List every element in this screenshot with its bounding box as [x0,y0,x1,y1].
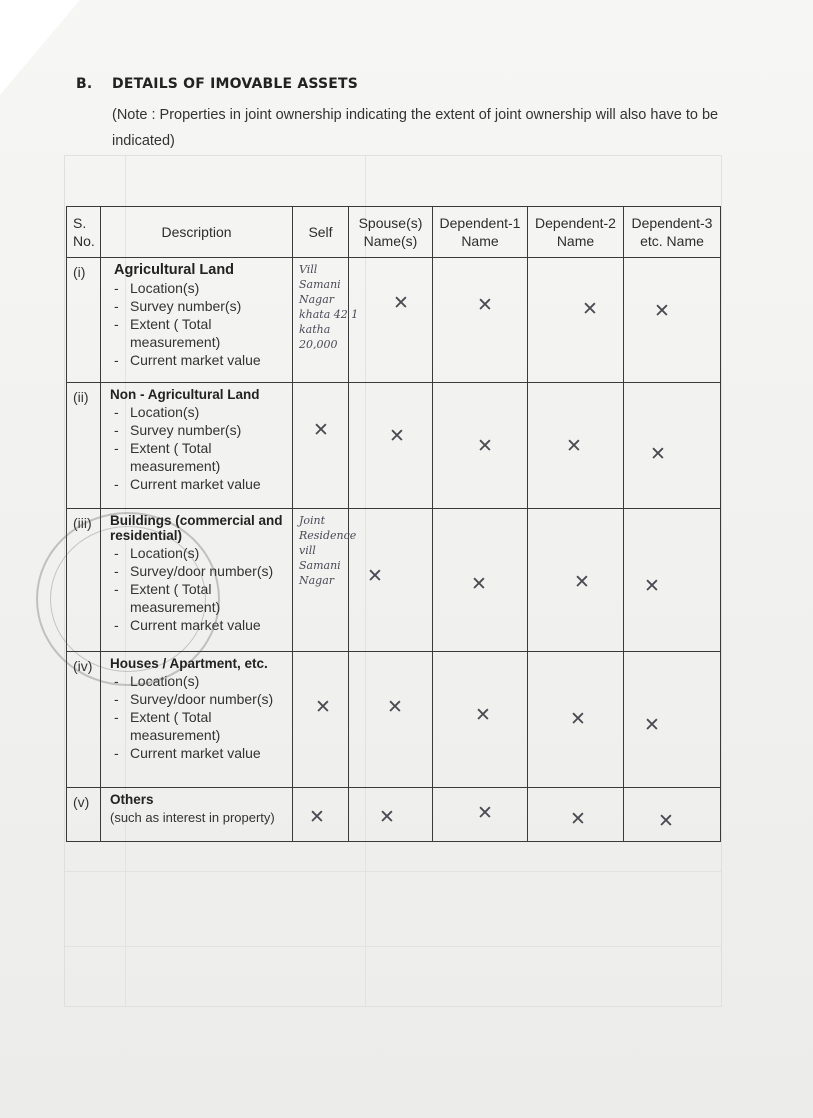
field-item: - Extent ( Total measurement) [112,315,288,351]
header-self: Self [293,207,349,258]
field-item: - Survey/door number(s) [112,690,288,708]
header-dependent-1: Dependent-1 Name [433,207,528,258]
row-subtitle: (such as interest in property) [110,810,275,825]
table-row [67,383,721,509]
section-note: (Note : Properties in joint ownership indicating the extent of joint ownership will also have to be indicated) [112,107,719,149]
cross-mark: ✕ [644,714,660,736]
spouse-cell [349,383,433,509]
dependent-3-cell [624,652,721,788]
cross-mark: ✕ [570,808,586,830]
row-title: Non - Agricultural Land [110,387,260,402]
field-item: - Location(s) [112,403,288,421]
self-cell [293,509,357,652]
cross-mark: ✕ [644,575,660,597]
cross-mark: ✕ [566,435,582,457]
cross-mark: ✕ [477,294,493,316]
dependent-2-cell [528,788,624,842]
row-sno: (iv) [67,652,101,788]
field-list [108,279,288,369]
header-description: Description [101,207,293,258]
dependent-1-cell [433,383,528,509]
cross-mark: ✕ [389,425,405,447]
cross-mark: ✕ [574,571,590,593]
dependent-2-cell [528,509,624,652]
row-sno: (i) [67,258,101,383]
dependent-1-cell [433,788,528,842]
row-description [101,258,293,383]
dependent-1-cell [433,258,528,383]
cross-mark: ✕ [367,565,383,587]
dependent-3-cell [624,509,721,652]
row-sno: (ii) [67,383,101,509]
cross-mark: ✕ [582,298,598,320]
field-item: - Survey number(s) [112,421,288,439]
field-item: - Current market value [112,351,288,369]
header-dependent-2: Dependent-2 Name [528,207,624,258]
handwritten-entry: Joint Residence vill Samani Nagar [299,514,357,587]
dependent-2-cell [528,383,624,509]
field-item: - Current market value [112,616,288,634]
self-cell [293,788,349,842]
cross-mark: ✕ [379,806,395,828]
cross-mark: ✕ [313,419,329,441]
row-title: Agricultural Land [114,262,235,278]
header-dependent-3: Dependent-3 etc. Name [624,207,721,258]
cross-mark: ✕ [570,708,586,730]
table-row [67,788,721,842]
official-seal-stamp [36,512,220,686]
cross-mark: ✕ [658,810,674,832]
dependent-3-cell [624,788,721,842]
row-description [101,788,293,842]
field-item: - Location(s) [112,279,288,297]
dependent-1-cell [433,652,528,788]
field-item: - Location(s) [112,672,288,690]
row-title: Buildings (commercial and residential) [110,513,283,543]
spouse-cell [349,258,433,383]
field-item: - Extent ( Total measurement) [112,708,288,744]
handwritten-entry: Vill Samani Nagar khata 42 1 katha 20,000 [299,263,359,351]
dependent-3-cell [624,383,721,509]
field-item: - Extent ( Total measurement) [112,439,288,475]
cross-mark: ✕ [387,696,403,718]
header-spouse: Spouse(s) Name(s) [349,207,433,258]
field-item: - Location(s) [112,544,288,562]
dependent-2-cell [528,652,624,788]
cross-mark: ✕ [309,806,325,828]
cross-mark: ✕ [650,443,666,465]
cross-mark: ✕ [477,435,493,457]
row-title: Houses / Apartment, etc. [110,656,268,671]
field-item: - Current market value [112,744,288,762]
section-title: DETAILS OF IMOVABLE ASSETS [112,76,359,92]
dependent-1-cell [433,509,528,652]
self-cell [293,652,349,788]
spouse-cell [349,788,433,842]
row-description [101,383,293,509]
section-heading [76,76,358,92]
self-cell [293,258,359,383]
dependent-3-cell [624,258,721,383]
row-sno: (iii) [67,509,101,652]
cross-mark: ✕ [315,696,331,718]
field-list [108,403,288,493]
cross-mark: ✕ [475,704,491,726]
spouse-cell [349,652,433,788]
cross-mark: ✕ [654,300,670,322]
row-title: Others [110,792,154,807]
page-fold [0,0,80,95]
spouse-cell [349,509,433,652]
field-item: - Current market value [112,475,288,493]
field-item: - Extent ( Total measurement) [112,580,288,616]
section-mark: B. [76,76,93,92]
row-sno: (v) [67,788,101,842]
cross-mark: ✕ [477,802,493,824]
header-sno: S. No. [67,207,101,258]
dependent-2-cell [528,258,624,383]
table-row [67,258,721,383]
table-header-row [67,207,721,258]
cross-mark: ✕ [393,292,409,314]
field-item: - Survey/door number(s) [112,562,288,580]
field-item: - Survey number(s) [112,297,288,315]
cross-mark: ✕ [471,573,487,595]
self-cell [293,383,349,509]
